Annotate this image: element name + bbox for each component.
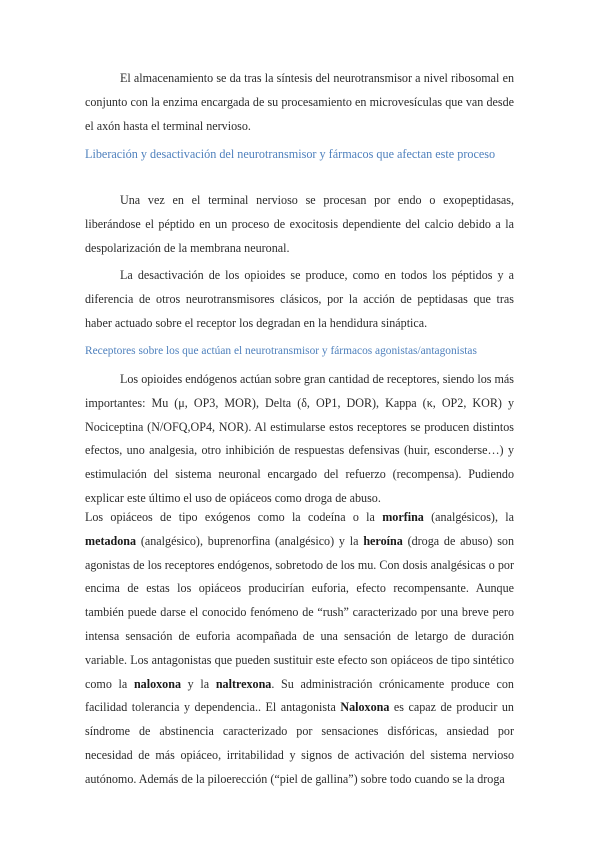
term-heroina: heroína [363, 533, 403, 548]
term-naltrexona: naltrexona [215, 676, 272, 691]
opiates-text-2: (analgésicos), la [423, 510, 514, 524]
term-naloxona-antagonist: Naloxona [340, 700, 390, 715]
paragraph-release: Una vez en el terminal nervioso se procesan por endo o exopeptidasas, liberándose el péptido en un proceso de exocitosis dependiente del calcio debido a la despolarización de la membrana neuronal. [85, 193, 514, 255]
opiates-text-5: y la [181, 676, 216, 691]
opiates-text-1: Los opiáceos de tipo exógenos como la codeína o la [85, 510, 383, 524]
paragraph-opiates [85, 506, 514, 792]
term-naloxona: naloxona [133, 676, 181, 691]
paragraph-deactivation: La desactivación de los opioides se produce, como en todos los péptidos y a diferencia de otros neurotransmisores clásicos, por la acción de peptidasas que tras haber actuado sobre el receptor los degradan en la hendidura sináptica. [85, 268, 514, 330]
paragraph-storage: El almacenamiento se da tras la síntesis del neurotransmisor a nivel ribosomal en conjunto con la enzima encargada de su procesamiento en microvesículas que van desde el axón hasta el terminal nervioso. [85, 71, 514, 133]
opiates-text-3: (analgésico), buprenorfina (analgésico) y la [136, 533, 364, 548]
term-metadona: metadona [85, 533, 137, 548]
heading-release-deactivation: Liberación y desactivación del neurotransmisor y fármacos que afectan este proceso [85, 147, 496, 161]
opiates-text-7: es capaz de producir un síndrome de abstinencia caracterizado por sensaciones disfóricas, ansiedad por necesidad de más opiáceo, irritabilidad y signos de activación del sistema nervioso autónomo. Además de la piloerección (“piel de gallina”) sobre todo cuando se la droga [85, 700, 514, 786]
opiates-text-4: (droga de abuso) son agonistas de los receptores endógenos, sobretodo de los mu. Con dosis analgésicas o por encima de estas los opiáceos producirían euforia, efecto recompensante. Aunque también puede darse el conocido fenómeno de “rush” caracterizado por una breve pero intensa sensación de euforia acompañada de una sensación de letargo de duración variable. Los antagonistas que pueden sustituir este efecto son opiáceos de tipo sintético como la [85, 533, 514, 691]
opiates-text-6: . Su administración crónicamente produce con facilidad tolerancia y dependencia.. El antagonista [85, 676, 514, 715]
heading-receptors: Receptores sobre los que actúan el neurotransmisor y fármacos agonistas/antagonistas [85, 345, 477, 357]
paragraph-receptors: Los opioides endógenos actúan sobre gran cantidad de receptores, siendo los más importantes: Mu (μ, OP3, MOR), Delta (δ, OP1, DOR), Kappa (κ, OP2, KOR) y Nociceptina (N/OFQ,OP4, NOR). Al estimularse estos receptores se producen distintos efectos, uno analgesia, otro inhibición de respuestas defensivas (huir, esconderse…) y estimulación del sistema neuronal encargado del refuerzo (recompensa). Pudiendo explicar este último el uso de opiáceos como droga de abuso. [85, 372, 514, 505]
term-morfina: morfina [382, 510, 424, 524]
